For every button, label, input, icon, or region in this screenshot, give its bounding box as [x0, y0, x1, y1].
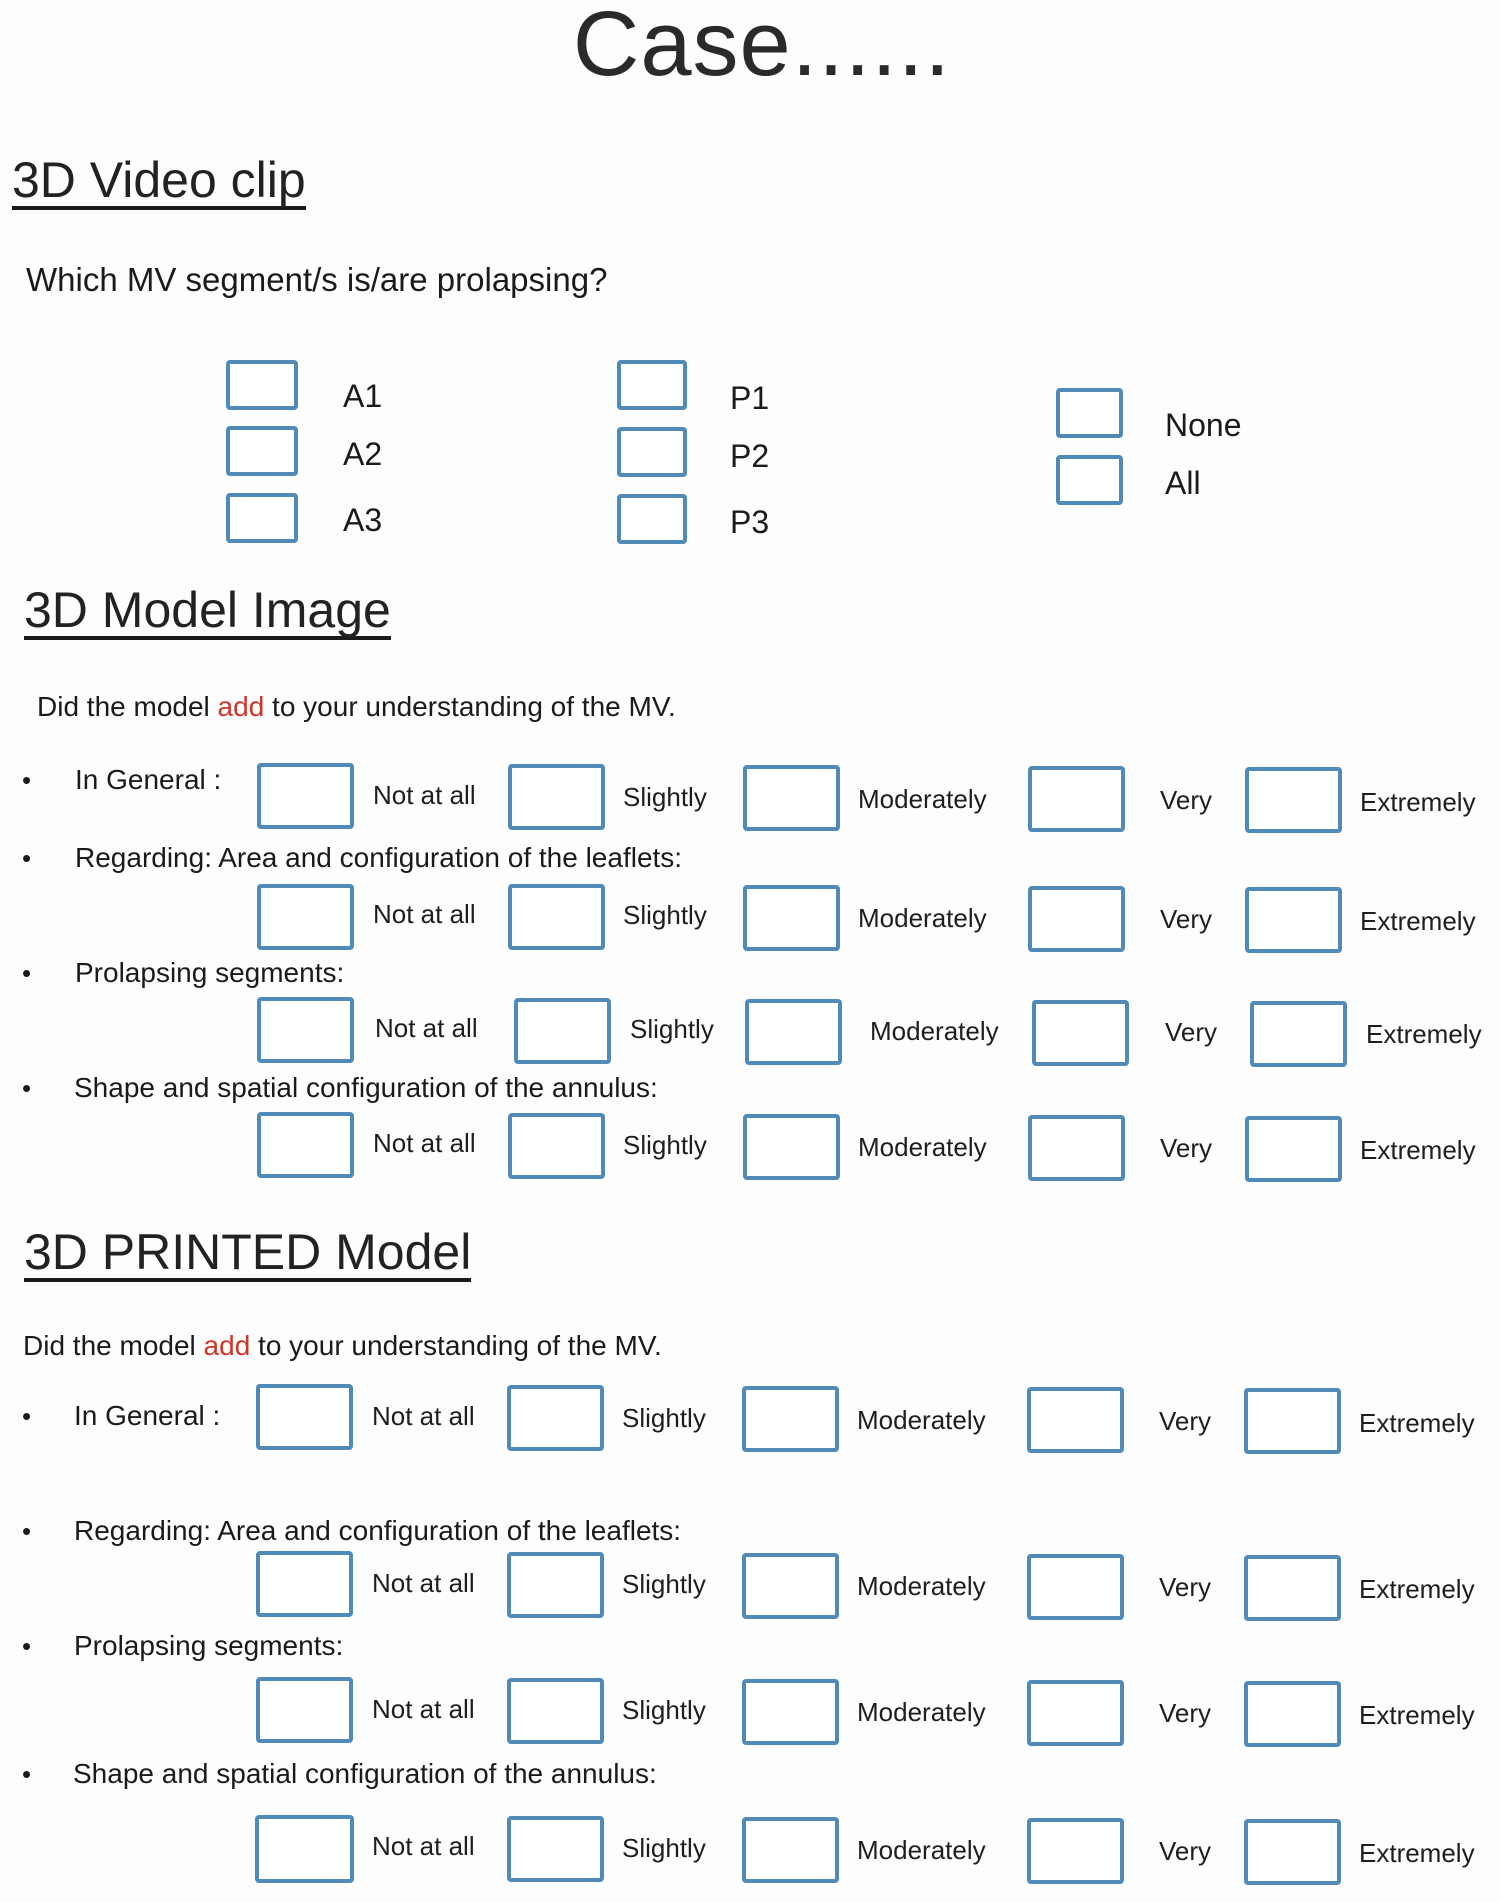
question-accent-word: add	[217, 691, 265, 722]
option-label: Not at all	[373, 899, 476, 929]
image-prolapsing-extremely[interactable]	[1250, 1001, 1347, 1067]
option-label: Very	[1165, 1017, 1218, 1047]
label-p2: P2	[730, 438, 770, 474]
bullet-icon: •	[22, 1516, 32, 1546]
label-p1: P1	[730, 380, 770, 416]
printed-prolapsing-moderately[interactable]	[742, 1679, 839, 1745]
image-row-label-leaflets: Regarding: Area and configuration of the leaflets:	[75, 842, 683, 873]
question-text-end: to your understanding of the MV.	[264, 691, 676, 722]
image-leaflets-slightly[interactable]	[508, 884, 605, 950]
option-label: Slightly	[622, 1833, 706, 1863]
option-label: Extremely	[1359, 1838, 1475, 1868]
checkbox-p1[interactable]	[617, 360, 687, 410]
image-row-label-annulus: Shape and spatial configuration of the annulus:	[74, 1072, 658, 1103]
question-text-end: to your understanding of the MV.	[250, 1330, 662, 1361]
option-label: Not at all	[372, 1694, 475, 1724]
image-general-very[interactable]	[1028, 766, 1125, 832]
printed-leaflets-very[interactable]	[1027, 1554, 1124, 1620]
option-label: Slightly	[622, 1695, 706, 1725]
question-text: Did the model	[23, 1330, 204, 1361]
printed-annulus-moderately[interactable]	[742, 1817, 839, 1883]
checkbox-p2[interactable]	[617, 427, 687, 477]
checkbox-p3[interactable]	[617, 494, 687, 544]
bullet-icon: •	[22, 1759, 32, 1789]
option-label: Extremely	[1359, 1700, 1475, 1730]
page-title: Case......	[572, 0, 952, 95]
option-label: Moderately	[870, 1016, 999, 1046]
label-p3: P3	[730, 504, 770, 540]
printed-model-question	[23, 1329, 662, 1363]
label-a2: A2	[343, 436, 383, 472]
checkbox-none[interactable]	[1056, 388, 1123, 438]
printed-row-label-general: In General :	[74, 1400, 221, 1431]
option-label: Not at all	[373, 780, 476, 810]
option-label: Moderately	[857, 1405, 986, 1435]
option-label: Moderately	[857, 1697, 986, 1727]
image-row-label-general: In General :	[75, 764, 222, 795]
option-label: Extremely	[1359, 1574, 1475, 1604]
image-leaflets-moderately[interactable]	[743, 885, 840, 951]
printed-annulus-extremely[interactable]	[1244, 1819, 1341, 1885]
printed-general-not-at-all[interactable]	[256, 1384, 353, 1450]
option-label: Very	[1159, 1572, 1212, 1602]
question-accent-word: add	[203, 1330, 251, 1361]
printed-prolapsing-very[interactable]	[1027, 1680, 1124, 1746]
image-prolapsing-not-at-all[interactable]	[257, 997, 354, 1063]
bullet-icon: •	[22, 843, 32, 873]
bullet-icon: •	[22, 1401, 32, 1431]
video-question: Which MV segment/s is/are prolapsing?	[26, 261, 608, 298]
option-label: Extremely	[1359, 1408, 1475, 1438]
section-heading-printed-model	[24, 1224, 471, 1282]
option-label: Slightly	[623, 900, 707, 930]
section-heading-model-image-text: 3D Model Image	[24, 582, 391, 638]
option-label: Not at all	[372, 1831, 475, 1861]
printed-prolapsing-extremely[interactable]	[1244, 1681, 1341, 1747]
printed-leaflets-slightly[interactable]	[507, 1552, 604, 1618]
option-label: Extremely	[1360, 1135, 1476, 1165]
section-heading-video	[12, 152, 306, 210]
printed-annulus-slightly[interactable]	[507, 1816, 604, 1882]
option-label: Extremely	[1360, 906, 1476, 936]
option-label: Very	[1159, 1698, 1212, 1728]
checkbox-a3[interactable]	[226, 493, 298, 543]
image-general-moderately[interactable]	[743, 765, 840, 831]
printed-general-slightly[interactable]	[507, 1385, 604, 1451]
checkbox-all[interactable]	[1056, 455, 1123, 505]
image-leaflets-extremely[interactable]	[1245, 887, 1342, 953]
image-prolapsing-moderately[interactable]	[745, 999, 842, 1065]
option-label: Slightly	[623, 1130, 707, 1160]
option-label: Moderately	[858, 784, 987, 814]
label-all: All	[1165, 465, 1201, 501]
printed-general-very[interactable]	[1027, 1387, 1124, 1453]
printed-leaflets-extremely[interactable]	[1244, 1555, 1341, 1621]
printed-prolapsing-slightly[interactable]	[507, 1678, 604, 1744]
label-none: None	[1165, 407, 1242, 443]
checkbox-a1[interactable]	[226, 360, 298, 410]
section-heading-printed-model-text: 3D PRINTED Model	[24, 1224, 472, 1280]
bullet-icon: •	[22, 958, 32, 988]
option-label: Moderately	[857, 1835, 986, 1865]
bullet-icon: •	[22, 1073, 32, 1103]
question-text: Did the model	[37, 691, 218, 722]
option-label: Extremely	[1366, 1019, 1482, 1049]
option-label: Slightly	[623, 782, 707, 812]
option-label: Not at all	[373, 1128, 476, 1158]
option-label: Very	[1160, 785, 1213, 815]
option-label: Very	[1159, 1836, 1212, 1866]
option-label: Not at all	[375, 1013, 478, 1043]
option-label: Not at all	[372, 1568, 475, 1598]
printed-general-extremely[interactable]	[1244, 1388, 1341, 1454]
image-prolapsing-slightly[interactable]	[514, 998, 611, 1064]
printed-row-label-leaflets: Regarding: Area and configuration of the leaflets:	[74, 1515, 682, 1546]
option-label: Moderately	[858, 903, 987, 933]
image-annulus-very[interactable]	[1028, 1115, 1125, 1181]
image-leaflets-not-at-all[interactable]	[257, 884, 354, 950]
image-annulus-moderately[interactable]	[743, 1114, 840, 1180]
bullet-icon: •	[22, 1631, 32, 1661]
model-image-question	[37, 690, 676, 724]
image-general-slightly[interactable]	[508, 764, 605, 830]
label-a3: A3	[343, 502, 383, 538]
option-label: Moderately	[858, 1132, 987, 1162]
option-label: Moderately	[857, 1571, 986, 1601]
option-label: Slightly	[622, 1569, 706, 1599]
printed-leaflets-moderately[interactable]	[742, 1553, 839, 1619]
image-annulus-extremely[interactable]	[1245, 1116, 1342, 1182]
option-label: Slightly	[630, 1014, 714, 1044]
image-annulus-slightly[interactable]	[508, 1113, 605, 1179]
section-heading-model-image	[24, 582, 391, 640]
printed-row-label-prolapsing: Prolapsing segments:	[74, 1630, 344, 1661]
label-a1: A1	[343, 378, 383, 414]
option-label: Extremely	[1360, 787, 1476, 817]
option-label: Very	[1159, 1406, 1212, 1436]
option-label: Very	[1160, 1133, 1213, 1163]
printed-leaflets-not-at-all[interactable]	[256, 1551, 353, 1617]
image-prolapsing-very[interactable]	[1032, 1000, 1129, 1066]
image-row-label-prolapsing: Prolapsing segments:	[75, 957, 345, 988]
printed-annulus-not-at-all[interactable]	[255, 1815, 354, 1883]
image-annulus-not-at-all[interactable]	[257, 1112, 354, 1178]
checkbox-a2[interactable]	[226, 426, 298, 476]
image-general-not-at-all[interactable]	[257, 763, 354, 829]
image-leaflets-very[interactable]	[1028, 886, 1125, 952]
bullet-icon: •	[22, 765, 32, 795]
option-label: Very	[1160, 904, 1213, 934]
printed-row-label-annulus: Shape and spatial configuration of the annulus:	[73, 1758, 657, 1789]
section-heading-video-text: 3D Video clip	[12, 152, 306, 208]
option-label: Slightly	[622, 1403, 706, 1433]
option-label: Not at all	[372, 1401, 475, 1431]
printed-general-moderately[interactable]	[742, 1386, 839, 1452]
printed-annulus-very[interactable]	[1027, 1818, 1124, 1884]
image-general-extremely[interactable]	[1245, 767, 1342, 833]
printed-prolapsing-not-at-all[interactable]	[256, 1677, 353, 1743]
